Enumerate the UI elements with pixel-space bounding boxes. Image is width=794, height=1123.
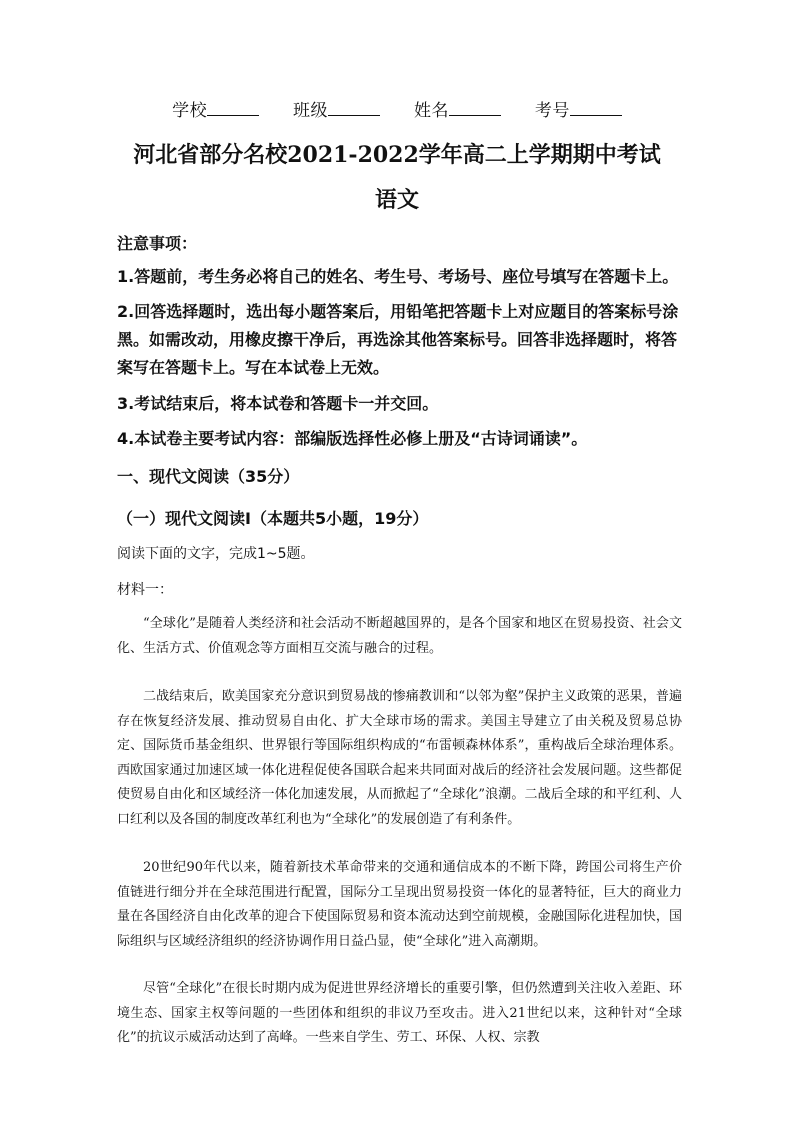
note-item-4: 4.本试卷主要考试内容：部编版选择性必修上册及“古诗词诵读”。 — [117, 429, 588, 448]
exam-title: 河北省部分名校2021-2022学年高二上学期期中考试 — [133, 142, 661, 168]
school-blank — [207, 101, 259, 116]
exam-no-field — [535, 96, 622, 121]
paragraph-3: 20世纪90年代以来，随着新技术革命带来的交通和通信成本的不断下降，跨国公司将生产价值链进行细分并在全球范围进行配置，国际分工呈现出贸易投资一体化的显著特征，巨大的商业力量在各国经济自由化改革的迎合下使国际贸易和资本流动达到空前规模，金融国际化进程加快，国际组织与区域经济组织的经济协调作用日益凸显，使“全球化”进入高潮期。 — [117, 860, 682, 949]
note-item-1: 1.答题前，考生务必将自己的姓名、考生号、考场号、座位号填写在答题卡上。 — [117, 267, 679, 286]
paragraph-2: 二战结束后，欧美国家充分意识到贸易战的惨痛教训和“以邻为壑”保护主义政策的恶果，普遍存在恢复经济发展、推动贸易自由化、扩大全球市场的需求。美国主导建立了由关税及贸易总协定、国际货币基金组织、世界银行等国际组织构成的“布雷顿森林体系”，重构战后全球治理体系。西欧国家通过加速区域一体化进程促使各国联合起来共同面对战后的经济社会发展问题。这些都促使贸易自由化和区域经济一体化加速发展，从而掀起了“全球化”浪潮。二战后全球的和平红利、人口红利以及各国的制度改革红利也为“全球化”的发展创造了有利条件。 — [117, 689, 682, 827]
notes-heading: 注意事项： — [117, 234, 198, 253]
school-field — [172, 96, 259, 121]
class-blank — [328, 101, 380, 116]
name-blank — [449, 101, 501, 116]
class-field — [293, 96, 380, 121]
exam-no-blank — [570, 101, 622, 116]
name-field — [414, 96, 501, 121]
reading-instruction: 阅读下面的文字，完成1~5题。 — [117, 546, 315, 562]
name-label: 姓名 — [413, 101, 449, 121]
paragraph-1: “全球化”是随着人类经济和社会活动不断超越国界的，是各个国家和地区在贸易投资、社会文化、生活方式、价值观念等方面相互交流与融合的过程。 — [117, 616, 682, 656]
exam-subject: 语文 — [374, 187, 419, 213]
student-info-line — [0, 96, 794, 121]
exam-no-label: 考号 — [534, 101, 570, 121]
sub-section-heading: （一）现代文阅读Ⅰ（本题共5小题，19分） — [117, 509, 429, 528]
material-label: 材料一： — [117, 582, 173, 598]
note-item-2: 2.回答选择题时，选出每小题答案后，用铅笔把答题卡上对应题目的答案标号涂黑。如需改动，用橡皮擦干净后，再选涂其他答案标号。回答非选择题时，将答案写在答题卡上。写在本试卷上无效。 — [117, 302, 679, 377]
school-label: 学校 — [172, 101, 208, 121]
note-item-3: 3.考试结束后，将本试卷和答题卡一并交回。 — [117, 394, 439, 413]
class-label: 班级 — [293, 101, 329, 121]
section-heading: 一、现代文阅读（35分） — [117, 467, 300, 486]
paragraph-4: 尽管“全球化”在很长时期内成为促进世界经济增长的重要引擎，但仍然遭到关注收入差距、环境生态、国家主权等问题的一些团体和组织的非议乃至攻击。进入21世纪以来，这种针对“全球化”的抗议示威活动达到了高峰。一些来自学生、劳工、环保、人权、宗教 — [117, 981, 682, 1045]
